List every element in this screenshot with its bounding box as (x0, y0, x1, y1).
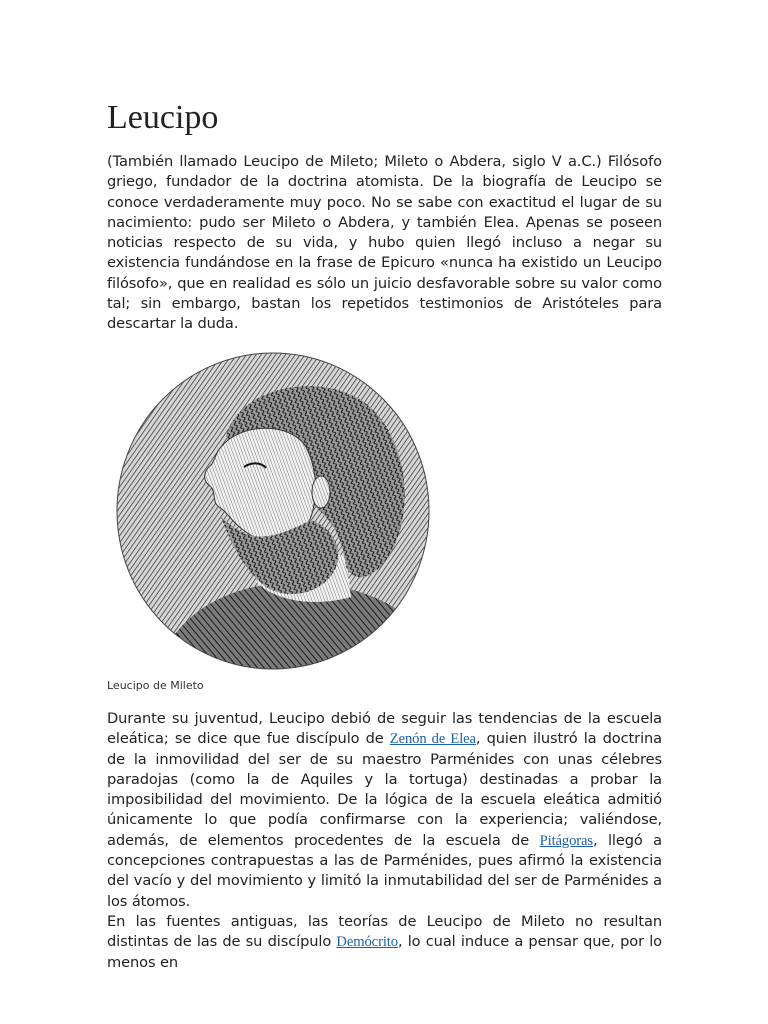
image-caption: Leucipo de Mileto (107, 679, 204, 692)
intro-paragraph: (También llamado Leucipo de Mileto; Mileto o Abdera, siglo V a.C.) Filósofo griego, fundador de la doctrina atomista. De la biografía de Leucipo se conoce verdaderamente muy poco. No se sabe con exactitud el lugar de su nacimiento: pudo ser Mileto o Abdera, y también Elea. Apenas se poseen noticias respecto de su vida, y hubo quien llegó incluso a negar su existencia fundándose en la frase de Epicuro «nunca ha existido un Leucipo filósofo», que en realidad es sólo un juicio desfavorable sobre su valor como tal; sin embargo, bastan los repetidos testimonios de Aristóteles para descartar la duda. (107, 153, 662, 333)
paragraph-3-text-1: En las fuentes antiguas, las teorías de Leucipo de Mileto no resultan distintas de las de su discípulo (107, 912, 662, 951)
paragraph-3 (107, 912, 662, 973)
paragraph-2 (107, 709, 662, 912)
paragraph-2-text-1: Durante su juventud, Leucipo debió de seguir las tendencias de la escuela eleática; se dice que fue discípulo de (107, 710, 662, 748)
portrait-engraving-icon (116, 352, 430, 670)
article-body (107, 709, 662, 973)
link-zenon-de-elea[interactable]: Zenón de Elea (389, 731, 476, 748)
paragraph-2-text-3: , llegó a concepciones contrapuestas a las de Parménides, pues afirmó la existencia del vacío y del movimiento y limitó la inmutabilidad del ser de Parménides a los átomos. (107, 831, 662, 910)
page-title: Leucipo (107, 99, 219, 136)
link-pitagoras[interactable]: Pitágoras (539, 832, 594, 849)
paragraph-2-text-2: , quien ilustró la doctrina de la inmovilidad del ser de su maestro Parménides con unas célebres paradojas (como la de Aquiles y la tortuga) destinadas a probar la imposibilidad del movimiento. De la lógica de la escuela eleática admitió únicamente lo que podía confirmarse con la experiencia; valiéndose, además, de elementos procedentes de la escuela de (107, 730, 663, 849)
link-democrito[interactable]: Demócrito (336, 934, 398, 951)
portrait-image (116, 352, 430, 670)
paragraph-3-text-2: , lo cual induce a pensar que, por lo menos en (107, 933, 662, 971)
